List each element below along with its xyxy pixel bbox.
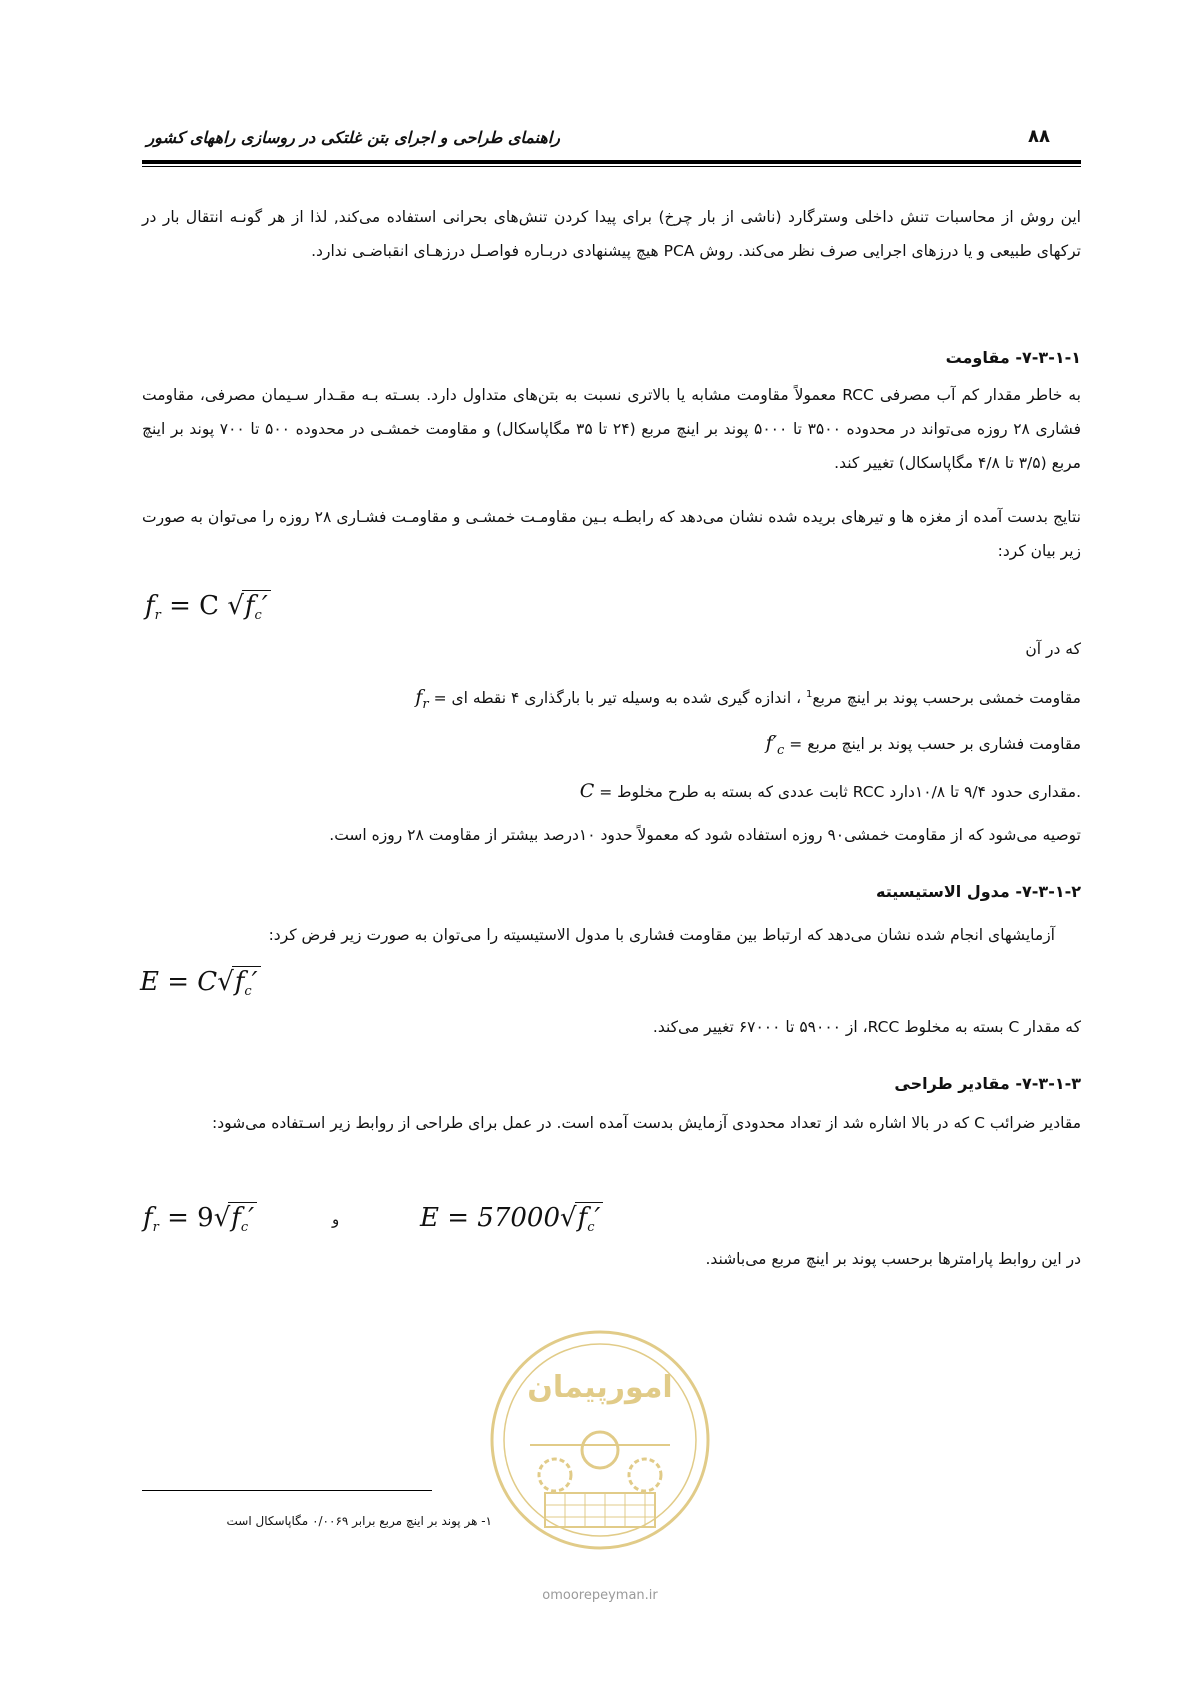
formula-e-57000-sqrt-fc: $E = 57000√f_c'$ [420,1202,603,1235]
design-values-paragraph-2: در این روابط پارامترها برحسب پوند بر اینچ مربع می‌باشند. [705,1250,1081,1268]
definition-fc: $f'_c$ = مقاومت فشاری بر حسب پوند بر اینچ مربع [765,732,1081,758]
section-heading-design-values: ۷-۳-۱-۳- مقادیر طراحی [894,1074,1081,1093]
and-conjunction: و [332,1210,340,1228]
footnote-ref: 1 [806,689,813,700]
design-values-paragraph-1: مقادیر ضرائب C که در بالا اشاره شد از تعداد محدودی آزمایش بدست آمده است. در عمل برای طراحی از روابط زیر اسـتفاده می‌شود: [211,1114,1081,1132]
footnote-text: ۱- هر پوند بر اینچ مربع برابر ۰/۰۰۶۹ مگاپاسکال است [226,1514,492,1528]
definition-fr: $f_r$ = مقاومت خمشی برحسب پوند بر اینچ مربع$^1$ ، اندازه گیری شده به وسیله تیر با بارگذاری ۴ نقطه ای [415,686,1081,712]
strength-paragraph-1: به خاطر مقدار کم آب مصرفی RCC معمولاً مقاومت مشابه یا بالاتری نسبت به بتن‌های متداول دارد. بسـته بـه مقـدار سـیمان مصرفی، مقاومت فشاری ۲۸ روزه می‌تواند در محدوده ۳۵۰۰ تا ۵۰۰۰ پوند بر اینچ مربع (۲۴ تا ۳۵ مگاپاسکال) و مقاومت خمشـی در محدوده ۵۰۰ تا ۷۰۰ پوند بر اینچ مربع (۳/۵ تا ۴/۸ مگاپاسکال) تغییر کند. [142,386,1082,472]
watermark-logo-text: امورپیمان [527,1370,673,1405]
running-header-title: راهنمای طراحی و اجرای بتن غلتکی در روسازی راههای کشور [146,128,560,147]
where-label: که در آن [1025,640,1081,658]
definition-c: C = ثابت عددی که بسته به طرح مخلوط RCC مقداری حدود ۹/۴ تا ۱۰/۸دارد. [579,780,1081,802]
section-heading-elastic-modulus: ۷-۳-۱-۲- مدول الاستیسیته [876,882,1081,901]
strength-paragraph-2: نتایج بدست آمده از مغزه ها و تیرهای بریده شده نشان می‌دهد که رابطـه بـین مقاومـت خمشـی و مقاومـت فشـاری ۲۸ روزه را می‌توان به صورت زیر بیان کرد: [142,508,1081,560]
section-heading-strength: ۷-۳-۱-۱- مقاومت [945,348,1081,367]
elastic-modulus-paragraph-2: که مقدار C بسته به مخلوط RCC، از ۵۹۰۰۰ تا ۶۷۰۰۰ تغییر می‌کند. [652,1018,1081,1036]
formula-e-c-sqrt-fc: $E = C√f_c'$ [140,966,261,999]
intro-paragraph: این روش از محاسبات تنش داخلی وسترگارد (ناشی از بار چرخ) برای پیدا کردن تنش‌های بحرانی استفاده می‌کند, لذا از هر گونـه انتقال بار در ترکهای طبیعی و یا درزهای اجرایی صرف نظر می‌کند. روش PCA هیچ پیشنهادی دربـاره فواصـل درزهـای انقباضـی ندارد. [142,208,1081,260]
watermark-logo [485,1325,715,1555]
elastic-modulus-paragraph-1: آزمایشهای انجام شده نشان می‌دهد که ارتباط بین مقاومت فشاری با مدول الاستیسیته را می‌توان به صورت زیر فرض کرد: [268,926,1055,944]
watermark-site: omoorepeyman.ir [542,1588,658,1603]
header-rule-thick [142,160,1081,164]
formula-fr-9-sqrt-fc: $f_r = 9√f_c'$ [143,1202,257,1235]
footnote-rule [142,1490,432,1491]
recommendation-text: توصیه می‌شود که از مقاومت خمشی۹۰ روزه استفاده شود که معمولاً حدود ۱۰درصد بیشتر از مقاومت ۲۸ روزه است. [329,826,1081,844]
header-rule-thin [142,166,1081,167]
formula-fr-c-sqrt-fc: $f_r = C$ $√f_c'$ [145,590,271,623]
page-number: ۸۸ [1028,126,1050,147]
